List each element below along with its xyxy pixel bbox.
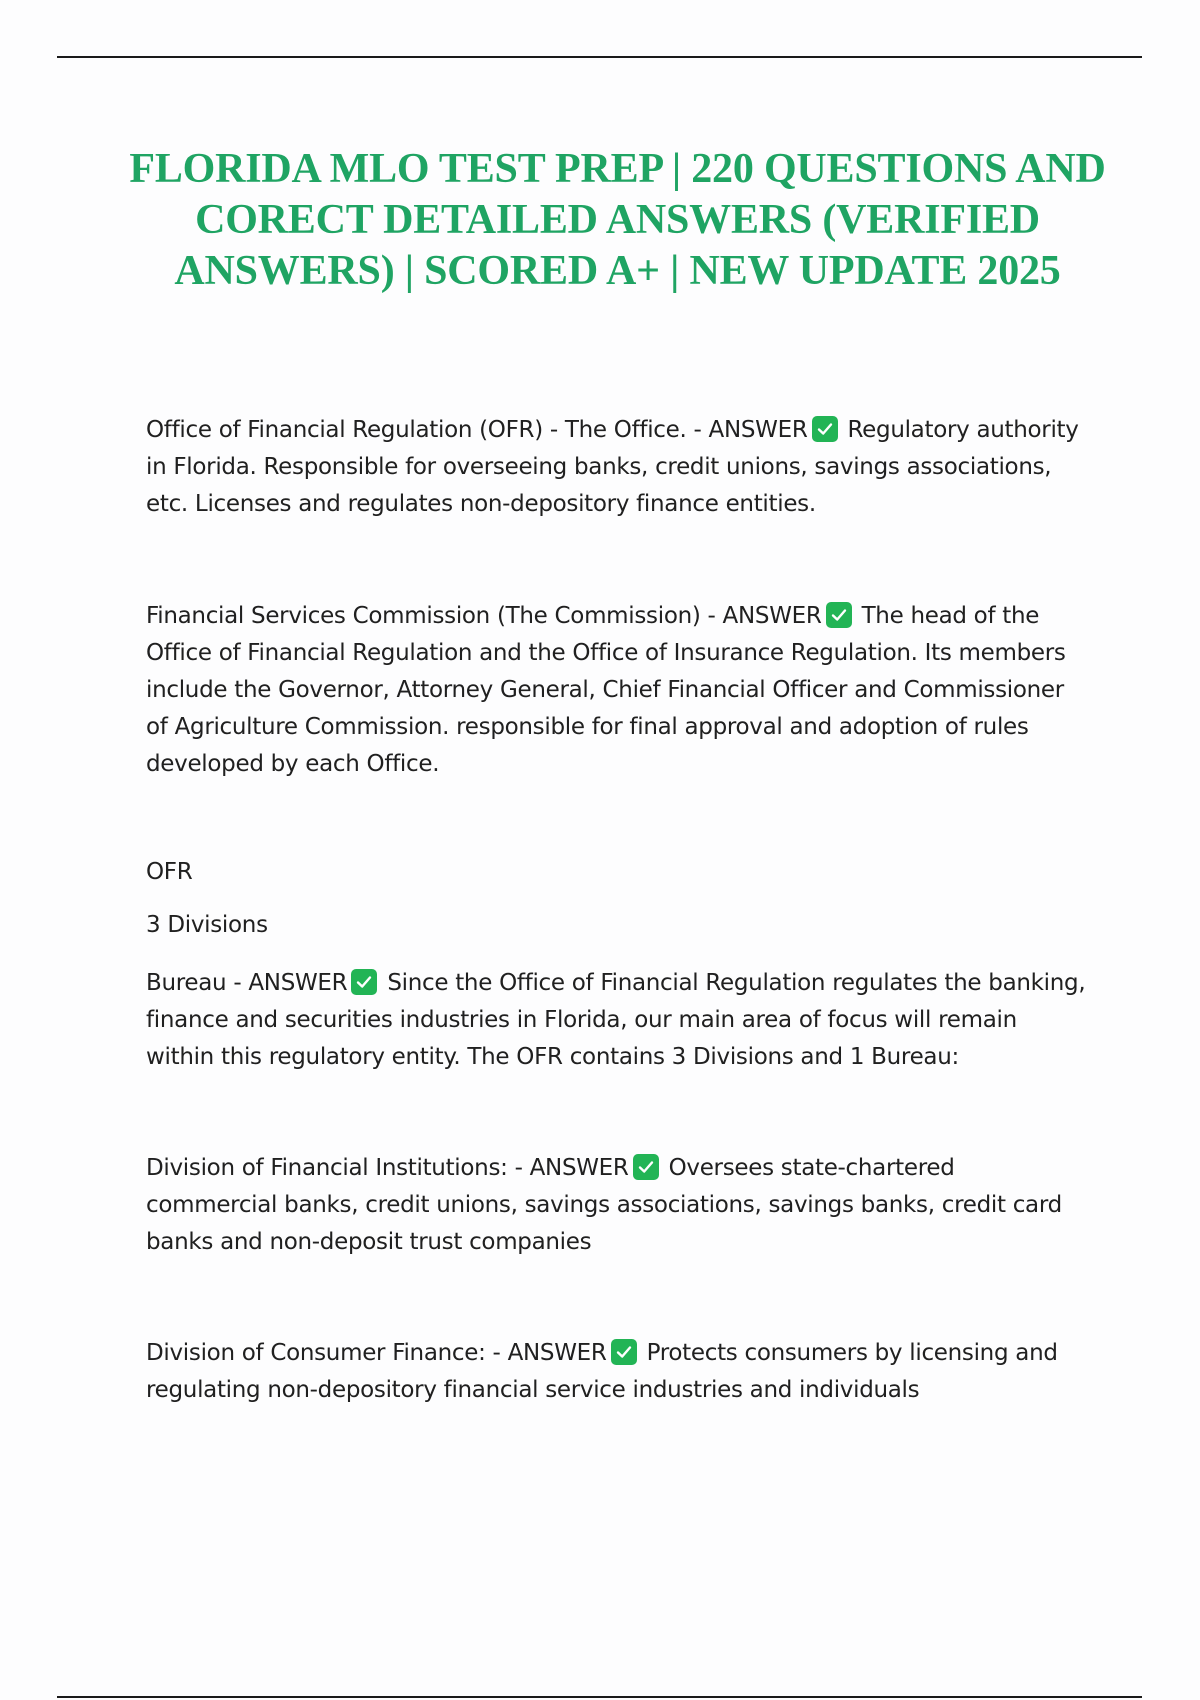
qa-entry	[146, 1335, 1086, 1409]
question-text: Division of Financial Institutions: - ANSWER	[146, 1155, 629, 1181]
question-text: Office of Financial Regulation (OFR) - The Office. - ANSWER	[146, 417, 808, 443]
answer-text: The head of the Office of Financial Regulation and the Office of Insurance Regulation. Its members include the Governor, Attorney General, Chief Financial Officer and Commissioner of Agriculture Commission. responsible for final approval and adoption of rules developed by each Office.	[146, 603, 1066, 777]
check-mark-icon	[633, 1154, 659, 1180]
standalone-line-ofr: OFR	[146, 859, 193, 885]
question-text: Financial Services Commission (The Commission) - ANSWER	[146, 603, 822, 629]
qa-entry	[146, 412, 1086, 523]
check-mark-icon	[611, 1339, 637, 1365]
check-mark-icon	[826, 602, 852, 628]
standalone-line-divisions: 3 Divisions	[146, 912, 268, 938]
header-rule	[57, 56, 1142, 58]
answer-text: Protects consumers by licensing and regulating non-depository financial service industries and individuals	[146, 1340, 1058, 1403]
answer-text: Oversees state-chartered commercial banks, credit unions, savings associations, savings banks, credit card banks and non-deposit trust companies	[146, 1155, 1062, 1255]
check-mark-icon	[812, 416, 838, 442]
qa-entry	[146, 965, 1086, 1076]
footer-rule	[57, 1696, 1142, 1698]
qa-entry	[146, 1150, 1086, 1261]
question-text: Division of Consumer Finance: - ANSWER	[146, 1340, 607, 1366]
document-title: FLORIDA MLO TEST PREP | 220 QUESTIONS AND CORECT DETAILED ANSWERS (VERIFIED ANSWERS) | SCORED A+ | NEW UPDATE 2025	[129, 146, 1106, 294]
answer-text: Since the Office of Financial Regulation regulates the banking, finance and securities industries in Florida, our main area of focus will remain within this regulatory entity. The OFR contains 3 Divisions and 1 Bureau:	[146, 970, 1086, 1070]
qa-entry	[146, 598, 1086, 783]
check-mark-icon	[351, 969, 377, 995]
question-text: Bureau - ANSWER	[146, 970, 348, 996]
answer-text: Regulatory authority in Florida. Responsible for overseeing banks, credit unions, savings associations, etc. Licenses and regulates non-depository finance entities.	[146, 417, 1079, 517]
